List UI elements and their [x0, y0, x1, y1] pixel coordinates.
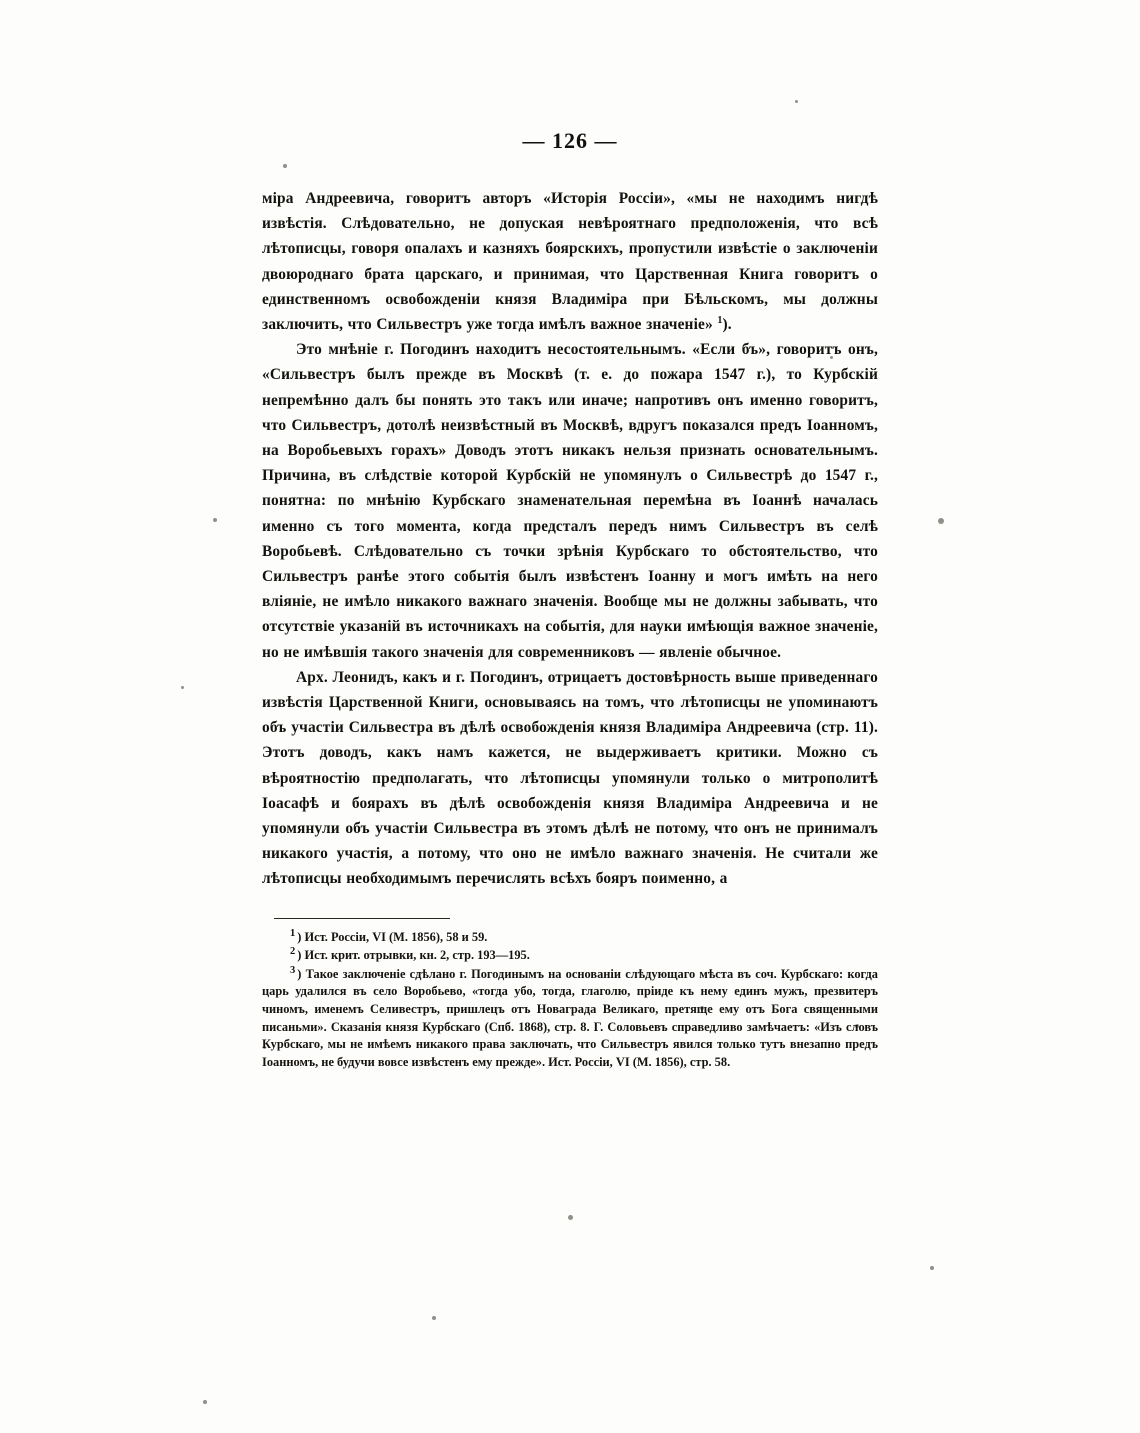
paper-speck: [181, 686, 184, 689]
page-number: — 126 —: [522, 128, 618, 153]
paper-speck: [568, 1215, 573, 1220]
footnote: [262, 966, 878, 1072]
footnote-text: ) Такое заключеніе сдѣлано г. Погодинымъ на основаніи слѣдующаго мѣста въ соч. Курбскаго: когда царь удалился въ село Воробьево, «тогда убо, тогда, глаголю, пріиде къ нему единъ мужъ, презвитеръ чиномъ, именемъ Селивестръ, пришлецъ отъ Новаграда Великаго, претяще ему отъ Бога священными писаньми». Сказанія князя Курбскаго (Спб. 1868), стр. 8. Г. Соловьевъ справедливо замѣчаетъ: «Изъ словъ Курбскаго, мы не имѣемъ никакого права заключать, что Сильвестръ явился только тутъ внезапно предъ Іоанномъ, не будучи вовсе извѣстенъ ему прежде». Ист. Россіи, VI (М. 1856), стр. 58.: [262, 966, 878, 1069]
paper-speck: [938, 518, 944, 524]
footnote-marker[interactable]: 1: [717, 314, 723, 326]
page-content: [262, 128, 878, 1072]
footnote-number: 2: [290, 946, 296, 958]
footnote-text: ) Ист. крит. отрывки, кн. 2, стр. 193—195.: [297, 948, 530, 963]
paragraph: [262, 665, 878, 892]
footnote: [262, 929, 878, 947]
paper-speck: [795, 100, 798, 103]
paper-speck: [203, 1400, 207, 1404]
footnote-text: ) Ист. Россіи, VI (М. 1856), 58 и 59.: [297, 929, 488, 944]
paragraph-text: Арх. Леонидъ, какъ и г. Погодинъ, отрицаетъ достовѣрность выше приведеннаго извѣстія Царственной Книги, основываясь на томъ, что лѣтописцы не упоминаютъ объ участіи Сильвестра въ дѣлѣ освобожденія князя Владиміра Андреевича (стр. 11). Этотъ доводъ, какъ намъ кажется, не выдерживаетъ критики. Можно съ вѣроятностію предполагать, что лѣтописцы упомянули только о митрополитѣ Іоасафѣ и боярахъ въ дѣлѣ освобожденія князя Владиміра Андреевича и не упомянули объ участіи Сильвестра въ этомъ дѣлѣ не потому, что онъ не принималъ никакого участія, а потому, что оно не имѣло важнаго значенія. Не считали же лѣтописцы необходимымъ перечислять всѣхъ бояръ поименно, а: [262, 668, 878, 888]
footnote-number: 3: [290, 964, 296, 976]
paper-speck: [432, 1316, 436, 1320]
paragraph-text: Это мнѣніе г. Погодинъ находитъ несостоятельнымъ. «Если бъ», говоритъ онъ, «Сильвестръ былъ прежде въ Москвѣ (т. е. до пожара 1547 г.), то Курбскій непремѣнно далъ бы понять это такъ или иначе; напротивъ онъ именно говоритъ, что Сильвестръ, дотолѣ неизвѣстный въ Москвѣ, вдругъ показался предъ Іоанномъ, на Воробьевыхъ горахъ» Доводъ этотъ никакъ нельзя признать основательнымъ. Причина, въ слѣдствіе которой Курбскій не упомянулъ о Сильвестрѣ до 1547 г., понятна: по мнѣнію Курбскаго знаменательная перемѣна въ Іоаннѣ началась именно съ того момента, когда предсталъ передъ нимъ Сильвестръ въ селѣ Воробьевѣ. Слѣдовательно съ точки зрѣнія Курбскаго то обстоятельство, что Сильвестръ ранѣе этого событія былъ извѣстенъ Іоанну и могъ имѣть на него вліяніе, не имѣло никакого важнаго значенія. Вообще мы не должны забывать, что отсутствіе указаній въ источникахъ на событія, для науки имѣющія важное значеніе, но не имѣвшія такого значенія для современниковъ — явленіе обычное.: [262, 341, 878, 661]
footnote-number: 1: [290, 927, 296, 939]
footnote: [262, 947, 878, 965]
footnote-divider: [274, 918, 450, 919]
footnotes: [262, 929, 878, 1072]
paragraph: [262, 337, 878, 665]
paper-speck: [213, 518, 217, 522]
paragraph: [262, 186, 878, 337]
paragraph-text: міра Андреевича, говоритъ авторъ «Исторія Россіи», «мы не находимъ нигдѣ извѣстія. Слѣдовательно, не допуская невѣроятнаго предположенія, что всѣ лѣтописцы, говоря опалахъ и казняхъ боярскихъ, пропустили извѣстіе о заключеніи двоюроднаго брата царскаго, и принимая, что Царственная Книга говоритъ о единственномъ освобожденіи князя Владиміра при Бѣльскомъ, мы должны заключить, что Сильвестръ уже тогда имѣлъ важное значеніе»: [262, 190, 878, 334]
paper-speck: [930, 1266, 934, 1270]
footnote-marker-paren: ).: [722, 316, 732, 334]
